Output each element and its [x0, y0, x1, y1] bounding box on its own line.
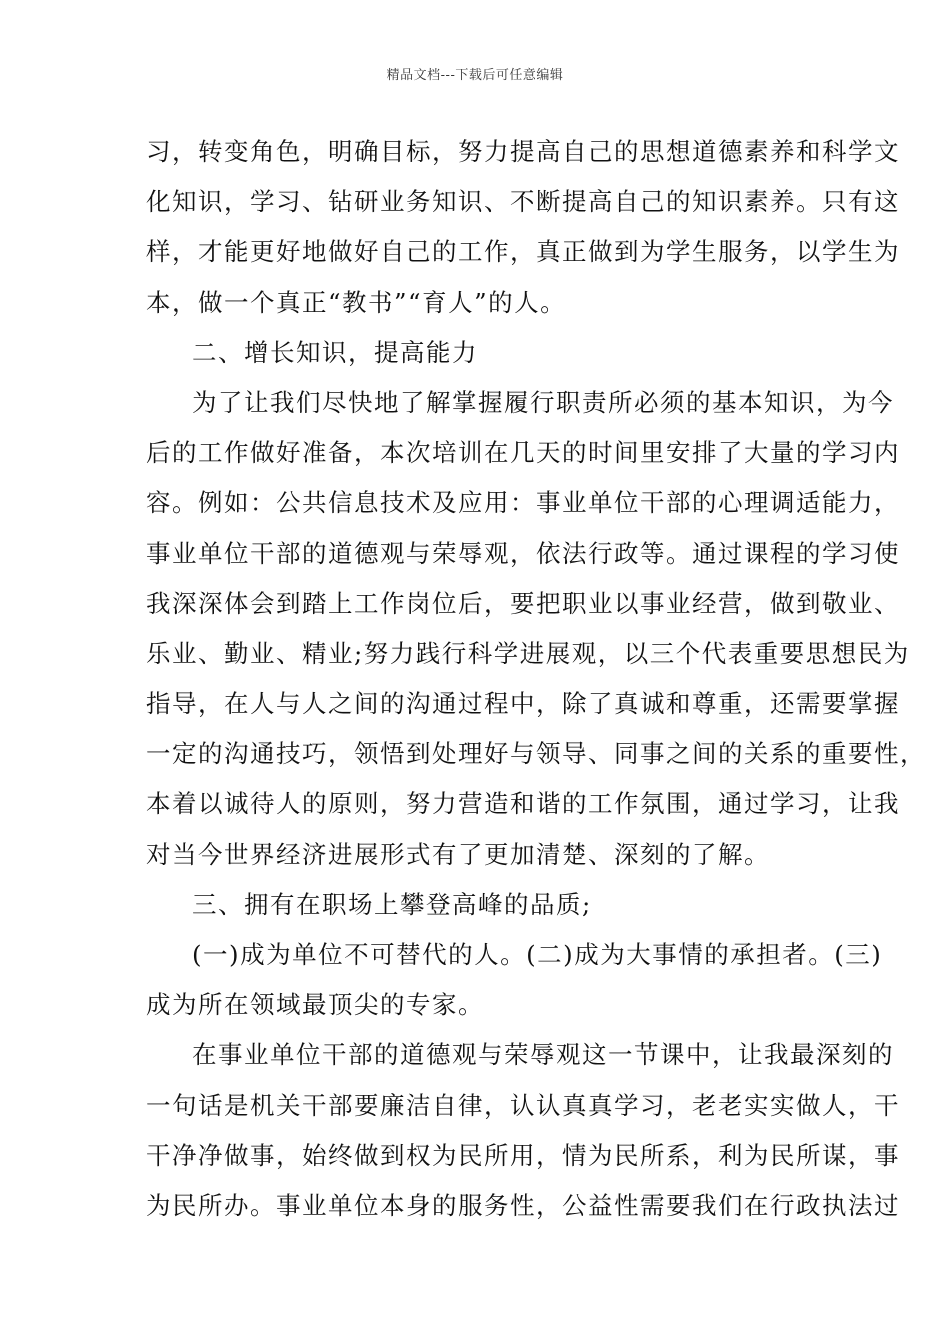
- text-line: 对当今世界经济进展形式有了更加清楚、深刻的了解。: [146, 839, 770, 869]
- text-line: 成为所在领域最顶尖的专家。: [146, 990, 484, 1020]
- text-line: 样，才能更好地做好自己的工作，真正做到为学生服务，以学生为: [146, 237, 900, 267]
- text-line: 本着以诚待人的原则，努力营造和谐的工作氛围，通过学习，让我: [146, 789, 900, 819]
- text-line: 指导，在人与人之间的沟通过程中，除了真诚和尊重，还需要掌握: [146, 689, 900, 719]
- text-line: 乐业、勤业、精业;努力践行科学进展观，以三个代表重要思想民为: [146, 638, 910, 668]
- page-header: 精品文档---下载后可任意编辑: [386, 68, 564, 83]
- text-line: 一句话是机关干部要廉洁自律，认认真真学习，老老实实做人，干: [146, 1090, 900, 1120]
- text-line: (一)成为单位不可替代的人。(二)成为大事情的承担者。(三): [192, 940, 883, 969]
- text-line: 为民所办。事业单位本身的服务性，公益性需要我们在行政执法过: [146, 1190, 900, 1220]
- text-line: 后的工作做好准备，本次培训在几天的时间里安排了大量的学习内: [146, 438, 900, 468]
- text-line: 一定的沟通技巧，领悟到处理好与领导、同事之间的关系的重要性，: [146, 739, 926, 769]
- text-line: 在事业单位干部的道德观与荣辱观这一节课中，让我最深刻的: [192, 1040, 894, 1070]
- text-line: 化知识，学习、钻研业务知识、不断提高自己的知识素养。只有这: [146, 187, 900, 217]
- text-line: 习，转变角色，明确目标，努力提高自己的思想道德素养和科学文: [146, 137, 900, 166]
- text-line: 我深深体会到踏上工作岗位后，要把职业以事业经营，做到敬业、: [146, 588, 900, 618]
- text-line: 容。例如：公共信息技术及应用：事业单位干部的心理调适能力，: [146, 488, 900, 518]
- text-line: 本，做一个真正“教书”“育人”的人。: [146, 287, 567, 317]
- text-line: 事业单位干部的道德观与荣辱观，依法行政等。通过课程的学习使: [146, 538, 900, 568]
- section-heading: 三、拥有在职场上攀登高峰的品质;: [192, 889, 592, 919]
- document-body: [146, 127, 926, 1231]
- section-heading: 二、增长知识，提高能力: [192, 337, 478, 367]
- text-line: 为了让我们尽快地了解掌握履行职责所必须的基本知识，为今: [192, 387, 894, 417]
- text-line: 干净净做事，始终做到权为民所用，情为民所系，利为民所谋，事: [146, 1140, 900, 1170]
